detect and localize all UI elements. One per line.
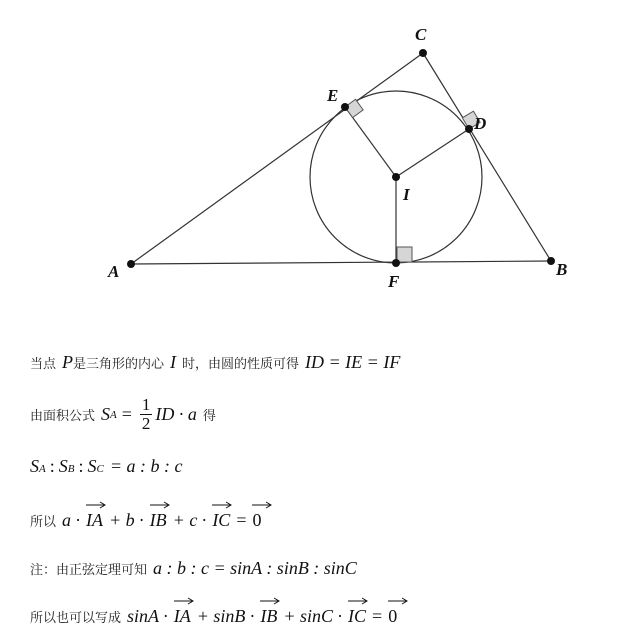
text-line-area-ratio: [30, 456, 182, 477]
vector-IB: [150, 500, 167, 531]
l3-sub-b: B: [67, 463, 75, 475]
right-angle-F: [397, 247, 412, 262]
l6-coef-b: + sinB ·: [196, 606, 255, 626]
side-BC: [423, 53, 551, 261]
label-E: E: [327, 86, 339, 105]
l2-symbol-s: S: [101, 404, 111, 424]
point-A: [127, 260, 135, 268]
l3-s-c: S: [87, 456, 97, 476]
l4-coef-c: + c ·: [172, 510, 207, 530]
l2-text-a: 由面积公式: [30, 409, 96, 424]
sine-vector-IB: [260, 596, 277, 627]
label-A: A: [108, 262, 120, 281]
point-I: [392, 173, 400, 181]
zero-vector: [252, 500, 261, 531]
l1-text-b: 是三角形的内心: [73, 357, 165, 372]
l2-text-b: 得: [202, 409, 216, 424]
l2-equals: =: [121, 404, 132, 424]
l2-denominator: 2: [141, 414, 151, 433]
l3-sub-c: C: [96, 463, 104, 475]
sine-zero-vector-text: 0: [388, 606, 398, 626]
l4-coef-a: a ·: [62, 510, 81, 530]
text-line-vector-sum: [30, 500, 261, 531]
l2-fraction: [140, 396, 153, 433]
l3-s-a: S: [30, 456, 39, 476]
l3-rest: = a : b : c: [109, 456, 183, 476]
side-AC: [131, 53, 423, 264]
sine-vector-IA-text: IA: [173, 606, 191, 626]
point-B: [547, 257, 555, 265]
l3-colon-2: :: [78, 456, 84, 476]
l2-numerator: 1: [141, 395, 151, 414]
label-F: F: [388, 272, 400, 291]
l4-coef-b: + b ·: [109, 510, 144, 530]
l5-text-a: 注：由正弦定理可知: [30, 563, 148, 578]
sine-vector-IC: [348, 596, 366, 627]
vector-IA: [86, 500, 103, 531]
label-C: C: [415, 25, 427, 44]
l5-equation: a : b : c = sinA : sinB : sinC: [153, 558, 357, 578]
l3-s-b: S: [58, 456, 68, 476]
l6-text-a: 所以也可以写成: [30, 611, 122, 626]
l2-rest: ID · a: [155, 404, 197, 424]
side-AB: [131, 261, 551, 264]
point-C: [419, 49, 427, 57]
sine-vector-IB-text: IB: [260, 606, 278, 626]
point-F: [392, 259, 400, 267]
label-B: B: [556, 260, 568, 279]
l2-subscript: A: [110, 408, 117, 421]
text-line-sine-law: [30, 558, 357, 579]
label-I: I: [403, 185, 410, 204]
text-line-incenter: [30, 352, 400, 373]
label-D: D: [474, 114, 487, 133]
l1-text-a: 当点: [30, 357, 57, 372]
vector-IC-text: IC: [212, 510, 231, 530]
point-D: [465, 125, 473, 133]
sine-zero-vector: [388, 596, 397, 627]
l4-equals: =: [236, 510, 247, 530]
sine-vector-IA: [174, 596, 191, 627]
l6-coef-c: + sinC ·: [283, 606, 343, 626]
vector-IB-text: IB: [149, 510, 167, 530]
l1-text-c: 时，由圆的性质可得: [182, 357, 300, 372]
l1-symbol-i: I: [170, 352, 177, 372]
l4-text-a: 所以: [30, 515, 57, 530]
sine-vector-IC-text: IC: [348, 606, 367, 626]
l3-colon-1: :: [49, 456, 55, 476]
text-line-area-formula: [30, 396, 216, 433]
vector-IC: [212, 500, 230, 531]
l3-sub-a: A: [39, 463, 46, 475]
text-line-sine-vector-sum: [30, 596, 397, 627]
zero-vector-text: 0: [252, 510, 262, 530]
l1-symbol-p: P: [62, 352, 74, 372]
radius-ID: [396, 129, 469, 177]
point-E: [341, 103, 349, 111]
vector-IA-text: IA: [86, 510, 104, 530]
l6-equals: =: [372, 606, 383, 626]
l1-equation: ID = IE = IF: [305, 352, 401, 372]
l6-coef-a: sinA ·: [127, 606, 168, 626]
